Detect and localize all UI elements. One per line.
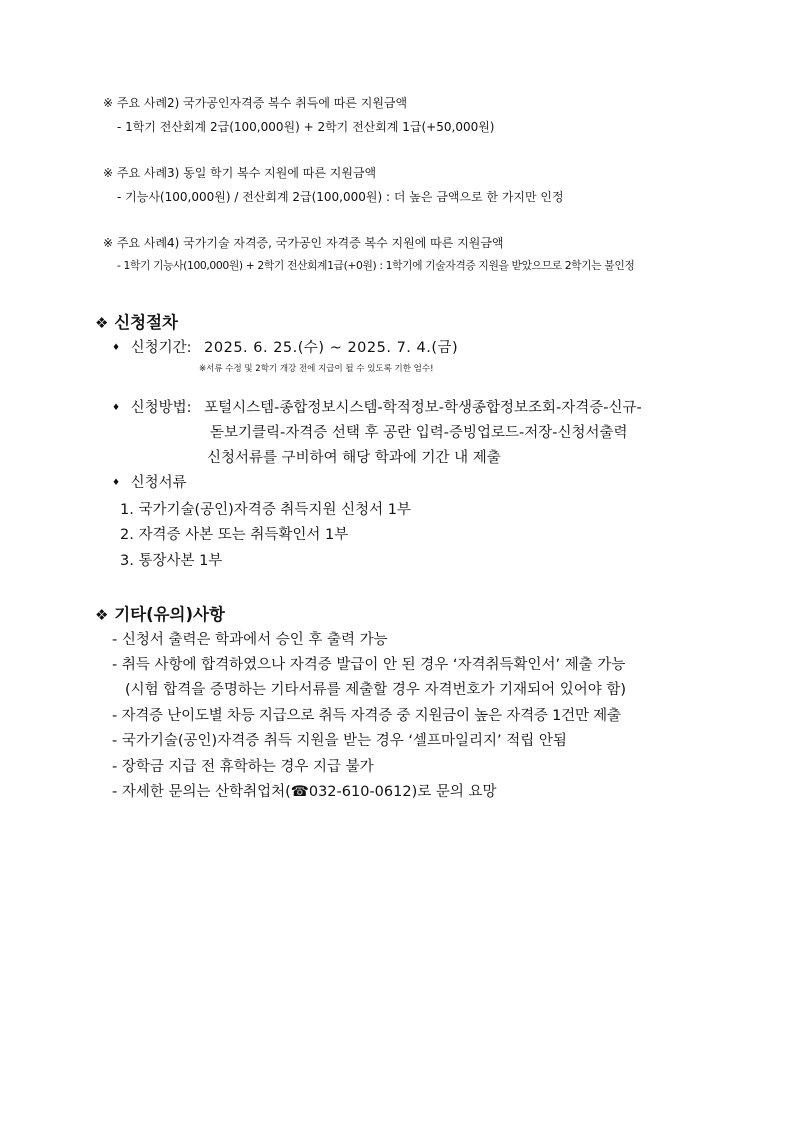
note-item-6: - 자세한 문의는 산학취업처(☎032-610-0612)로 문의 요망 — [112, 784, 497, 800]
case-4-title: ※ 주요 사례4) 국가기술 자격증, 국가공인 자격증 복수 지원에 따른 지원금액 — [103, 236, 504, 250]
method-line-2: 돋보기클릭-자격증 선택 후 공란 입력-증빙업로드-저장-신청서출력 — [210, 425, 628, 441]
case-3-detail: - 기능사(100,000원) / 전산회계 2급(100,000원) : 더 높은 금액으로 한 가지만 인정 — [117, 190, 564, 204]
notes-heading-text: 기타(유의)사항 — [114, 605, 225, 624]
method-line-1: 포털시스템-종합정보시스템-학적정보-학생종합정보조회-자격증-신규- — [204, 400, 642, 416]
period-label: 신청기간: — [130, 340, 192, 356]
doc-item-3: 3. 통장사본 1부 — [120, 553, 223, 569]
period-value: 2025. 6. 25.(수) ~ 2025. 7. 4.(금) — [204, 340, 459, 356]
period-note: ※서류 수정 및 2학기 개강 전에 지급이 될 수 있도록 기한 엄수! — [199, 364, 434, 374]
bullet-icon: ♦ — [112, 343, 121, 353]
docs-row — [112, 471, 187, 492]
case-3-title: ※ 주요 사례3) 동일 학기 복수 지원에 따른 지원금액 — [103, 166, 377, 180]
case-2-detail: - 1학기 전산회계 2급(100,000원) + 2학기 전산회계 1급(+50,000원) — [117, 120, 495, 134]
period-row — [112, 336, 458, 357]
method-label: 신청방법: — [130, 400, 192, 416]
docs-label: 신청서류 — [130, 475, 187, 491]
bullet-icon: ♦ — [112, 478, 121, 488]
bullet-icon: ♦ — [112, 403, 121, 413]
doc-item-1: 1. 국가기술(공인)자격증 취득지원 신청서 1부 — [120, 502, 411, 518]
note-item-3: - 자격증 난이도별 차등 지급으로 취득 자격증 중 지원금이 높은 자격증 1건만 제출 — [112, 708, 621, 724]
note-item-1: - 신청서 출력은 학과에서 승인 후 출력 가능 — [112, 632, 388, 648]
method-line-3: 신청서류를 구비하여 해당 학과에 기간 내 제출 — [207, 450, 501, 466]
note-item-4: - 국가기술(공인)자격증 취득 지원을 받는 경우 ‘셀프마일리지’ 적립 안됨 — [112, 733, 567, 749]
case-4-detail: - 1학기 기능사(100,000원) + 2학기 전산회계1급(+0원) : 1학기에 기술자격증 지원을 받았으므로 2학기는 불인정 — [117, 259, 635, 272]
doc-item-2: 2. 자격증 사본 또는 취득확인서 1부 — [120, 527, 349, 543]
case-2-title: ※ 주요 사례2) 국가공인자격증 복수 취득에 따른 지원금액 — [103, 96, 408, 110]
diamond-marker-icon: ❖ — [95, 606, 109, 624]
note-item-2-sub: (시험 합격을 증명하는 기타서류를 제출할 경우 자격번호가 기재되어 있어야 함) — [125, 682, 627, 698]
note-item-2: - 취득 사항에 합격하였으나 자격증 발급이 안 된 경우 ‘자격취득확인서’ 제출 가능 — [112, 657, 626, 673]
method-row — [112, 396, 642, 417]
notes-heading — [95, 601, 225, 625]
procedure-heading-text: 신청절차 — [114, 313, 178, 332]
procedure-heading — [95, 309, 178, 333]
note-item-5: - 장학금 지급 전 휴학하는 경우 지급 불가 — [112, 759, 374, 775]
diamond-marker-icon: ❖ — [95, 314, 109, 332]
